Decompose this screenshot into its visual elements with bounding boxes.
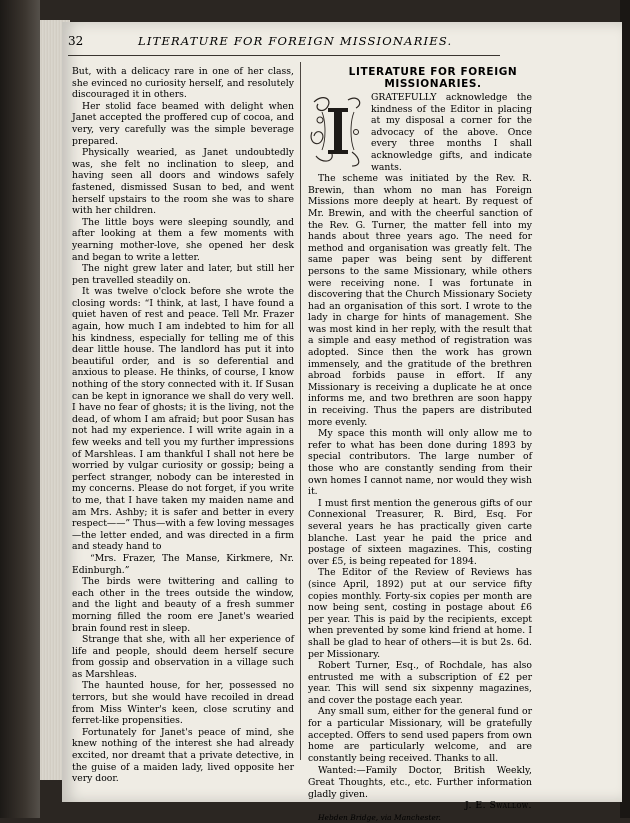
left-column: [72, 66, 294, 785]
paragraph: Robert Turner, Esq., of Rochdale, has also entrusted me with a subscription of £2 per year. This will send six sixpenny magazines, and cover the postage each year.: [308, 660, 532, 706]
opening-paragraph: GRATEFULLY acknowledge the kindness of the Editor in placing at my disposal a corner for the advocacy of the above. Once every three months I shall acknowledge gifts, and indicate wants.: [371, 92, 532, 173]
running-title: LITERATURE FOR FOREIGN MISSIONARIES.: [138, 34, 453, 48]
paragraph: My space this month will only allow me to refer to what has been done during 1893 by special contributors. The large number of those who are constantly sending from their own homes I cannot name, nor would they wish it.: [308, 428, 532, 498]
paragraph: Any small sum, either for the general fund or for a particular Missionary, will be gratefully accepted. Offers to send used papers from own home are particularly welcome, and are constantly being received. Thanks to all.: [308, 706, 532, 764]
paragraph: I must first mention the generous gifts of our Connexional Treasurer, R. Bird, Esq. For several years he has practically given carte blanche. Last year he paid the price and postage of sixteen magazines. This, costing over £5, is being repeated for 1894.: [308, 497, 532, 567]
paragraph: The little boys were sleeping soundly, and after looking at them a few moments with yearning mother-love, she opened her desk and began to write a letter.: [72, 216, 294, 263]
section-title: LITERATURE FOR FOREIGN MISSIONARIES.: [348, 66, 518, 90]
letter-address: “Mrs. Frazer, The Manse, Kirkmere, Nr. Edinburgh.”: [72, 552, 294, 576]
wanted-paragraph: Wanted:—Family Doctor, British Weekly, Great Thoughts, etc., etc. Further information gladly given.: [308, 765, 532, 800]
paragraph: Physically wearied, as Janet undoubtedly was, she felt no inclination to sleep, and having seen all doors and windows safely fastened, dismissed Susan to bed, and went herself upstairs to the room she was to share with her children.: [72, 147, 294, 217]
paragraph: The Editor of the Review of Reviews has (since April, 1892) put at our service fifty copies monthly. Forty-six copies per month are now being sent, costing in postage about £6 per year. This is paid by the recipients, except when prevented by some kind friend at home. I shall be glad to hear of others—it is but 2s. 6d. per Missionary.: [308, 567, 532, 660]
paragraph: But, with a delicacy rare in one of her class, she evinced no curiosity herself, and resolutely discouraged it in others.: [72, 66, 294, 101]
header-rule: [68, 55, 500, 56]
paragraph: The night grew later and later, but still her pen travelled steadily on.: [72, 263, 294, 286]
paragraph: Strange that she, with all her experience of life and people, should deem herself secure from gossip and observation in a village such as Marshleas.: [72, 634, 294, 680]
right-column: [308, 66, 532, 823]
paragraph: The birds were twittering and calling to each other in the trees outside the window, and the light and beauty of a fresh summer morning filled the room ere Janet's wearied brain found rest in sleep.: [72, 576, 294, 634]
paragraph: It was twelve o'clock before she wrote the closing words: “I think, at last, I have found a quiet haven of rest and peace. Tell Mr. Frazer again, how much I am indebted to him for all his kindness, especially for telling me of this dear little house. The landlord has put it into beautiful order, and is so deferential and anxious to please. He thinks, of course, I know nothing of the story connected with it. If Susan can be kept in ignorance we shall do very well. I have no fear of ghosts; it is the living, not the dead, of whom I am afraid; but poor Susan has not had my experience. I will write again in a few weeks and tell you my further impressions of Marshleas. I am thankful I shall not here be worried by vulgar curiosity or gossip; being a perfect stranger, nobody can be interested in my concerns. Please do not forget, if you write to me, that I have taken my maiden name and am Mrs. Ashby; it is safer and better in every respect——” Thus—with a few loving messages—the letter ended, and was directed in a firm and steady hand to: [72, 286, 294, 553]
wanted-line: [308, 765, 532, 800]
paragraph: The scheme was initiated by the Rev. R. Brewin, than whom no man has Foreign Missions more deeply at heart. By request of Mr. Brewin, and with the cheerful sanction of the Rev. G. Turner, the matter fell into my hands about three years ago. The need for method and organisation was greatly felt. The same paper was being sent by different persons to the same Missionary, while others were receiving none. I was fortunate in discovering that the Church Missionary Society had an organisation of this sort. I wrote to the lady in charge for hints of management. She was most kind in her reply, with the result that a simple and easy method of registration was adopted. Since then the work has grown immensely, and the gratitude of the brethren abroad forbids pause in effort. If any Missionary is receiving a duplicate he at once informs me, and two brethren are soon happy in receiving. Thus the papers are distributed more evenly.: [308, 173, 532, 428]
signature-name: J. E. Swallow.: [464, 800, 532, 812]
paragraph: Her stolid face beamed with delight when Janet accepted the proffered cup of cocoa, and very, very carefully was the simple beverage prepared.: [72, 100, 294, 147]
decorated-initial-icon: [308, 92, 366, 170]
paragraph: Fortunately for Janet's peace of mind, she knew nothing of the interest she had already excited, nor dreamt that a private detective, in the guise of a maiden lady, lived opposite her very door.: [72, 726, 294, 785]
column-rule: [300, 62, 301, 760]
signature: [308, 800, 532, 812]
paragraph: The haunted house, for her, possessed no terrors, but she would have recoiled in dread from Miss Winter's keen, close scrutiny and ferret-like propensities.: [72, 680, 294, 727]
page-number: 32: [68, 34, 84, 48]
address: Hebden Bridge, via Manchester.: [318, 812, 441, 822]
running-head: [68, 34, 488, 56]
book-binding: [0, 0, 40, 818]
